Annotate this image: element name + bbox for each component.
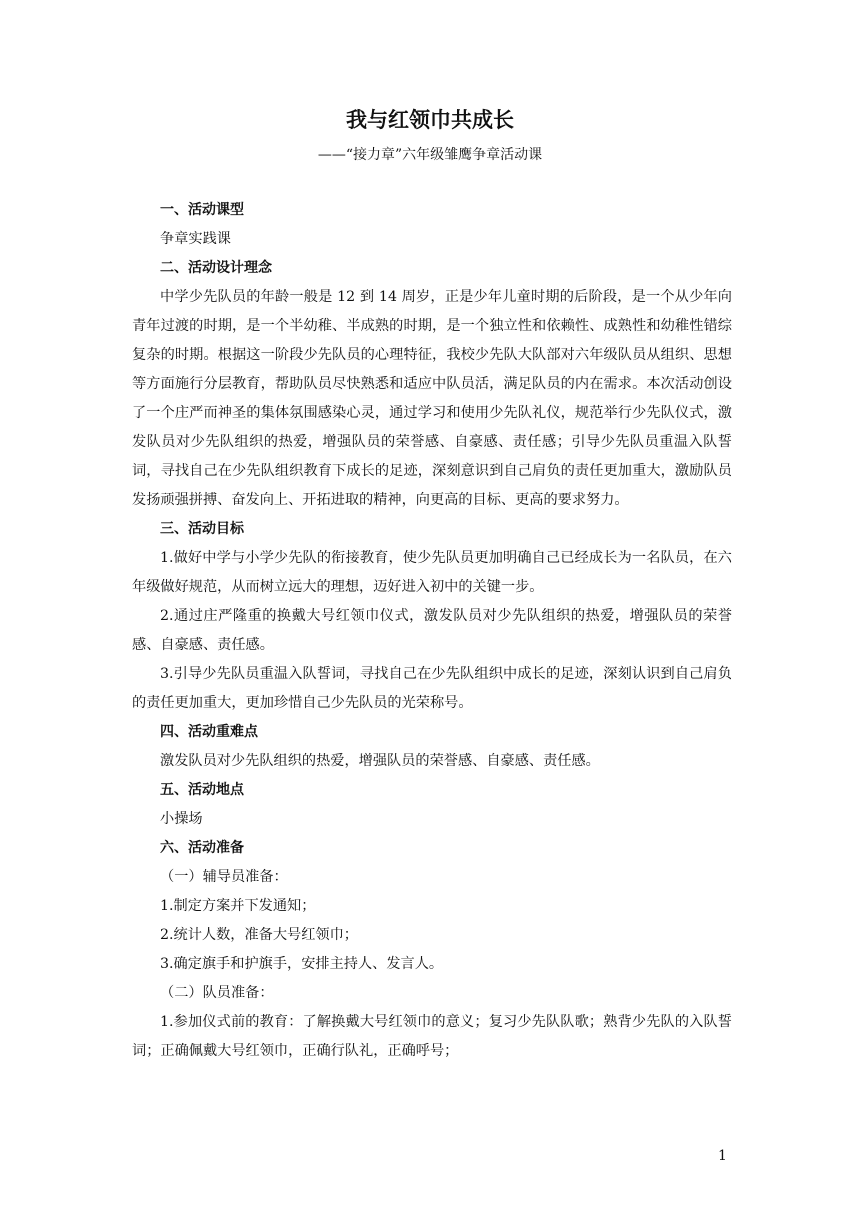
section-heading: 六、活动准备	[160, 840, 244, 856]
objective-item: 2.通过庄严隆重的换戴大号红领巾仪式，激发队员对少先队组织的热爱，增强队员的荣誉感、自豪感、责任感。	[132, 608, 732, 653]
section-paragraph: 中学少先队员的年龄一般是 12 到 14 周岁，正是少年儿童时期的后阶段，是一个从少年向青年过渡的时期，是一个半幼稚、半成熟的时期，是一个独立性和依赖性、成熟性和幼稚性错综复杂的时期。根据这一阶段少先队员的心理特征，我校少先队大队部对六年级队员从组织、思想等方面施行分层教育，帮助队员尽快熟悉和适应中队员活，满足队员的内在需求。本次活动创设了一个庄严而神圣的集体氛围感染心灵，通过学习和使用少先队礼仪，规范举行少先队仪式，激发队员对少先队组织的热爱，增强队员的荣誉感、自豪感、责任感；引导少先队员重温入队誓词，寻找自己在少先队组织教育下成长的足迹，深刻意识到自己肩负的责任更加重大，激励队员发扬顽强拼搏、奋发向上、开拓进取的精神，向更高的目标、更高的要求努力。	[132, 289, 732, 508]
prep-item: 3.确定旗手和护旗手，安排主持人、发言人。	[160, 956, 444, 972]
prep-item: 1.制定方案并下发通知；	[160, 898, 316, 914]
section-heading: 四、活动重难点	[160, 724, 258, 740]
section-text: 争章实践课	[160, 231, 231, 247]
objective-item: 1.做好中学与小学少先队的衔接教育，使少先队员更加明确自己已经成长为一名队员，在六年级做好规范，从而树立远大的理想，迈好进入初中的关键一步。	[132, 550, 732, 595]
section-heading: 五、活动地点	[160, 782, 244, 798]
section-text: 激发队员对少先队组织的热爱，增强队员的荣誉感、自豪感、责任感。	[160, 753, 600, 769]
objective-item: 3.引导少先队员重温入队誓词，寻找自己在少先队组织中成长的足迹，深刻认识到自己肩负的责任更加重大，更加珍惜自己少先队员的光荣称号。	[132, 666, 732, 711]
page-number: 1	[718, 1148, 727, 1164]
document-body	[132, 196, 732, 1066]
prep-item: 1.参加仪式前的教育：了解换戴大号红领巾的意义；复习少先队队歌；熟背少先队的入队誓词；正确佩戴大号红领巾，正确行队礼，正确呼号；	[132, 1014, 732, 1059]
section-text: 小操场	[160, 811, 203, 827]
counselor-prep-label: （一）辅导员准备：	[160, 869, 288, 885]
document-title: 我与红领巾共成长	[346, 108, 514, 132]
section-heading: 一、活动课型	[160, 202, 244, 218]
member-prep-label: （二）队员准备：	[160, 985, 274, 1001]
document-subtitle: ——“接力章”六年级雏鹰争章活动课	[317, 147, 543, 163]
section-heading: 二、活动设计理念	[160, 260, 272, 276]
section-heading: 三、活动目标	[160, 521, 244, 537]
prep-item: 2.统计人数，准备大号红领巾；	[160, 927, 358, 943]
